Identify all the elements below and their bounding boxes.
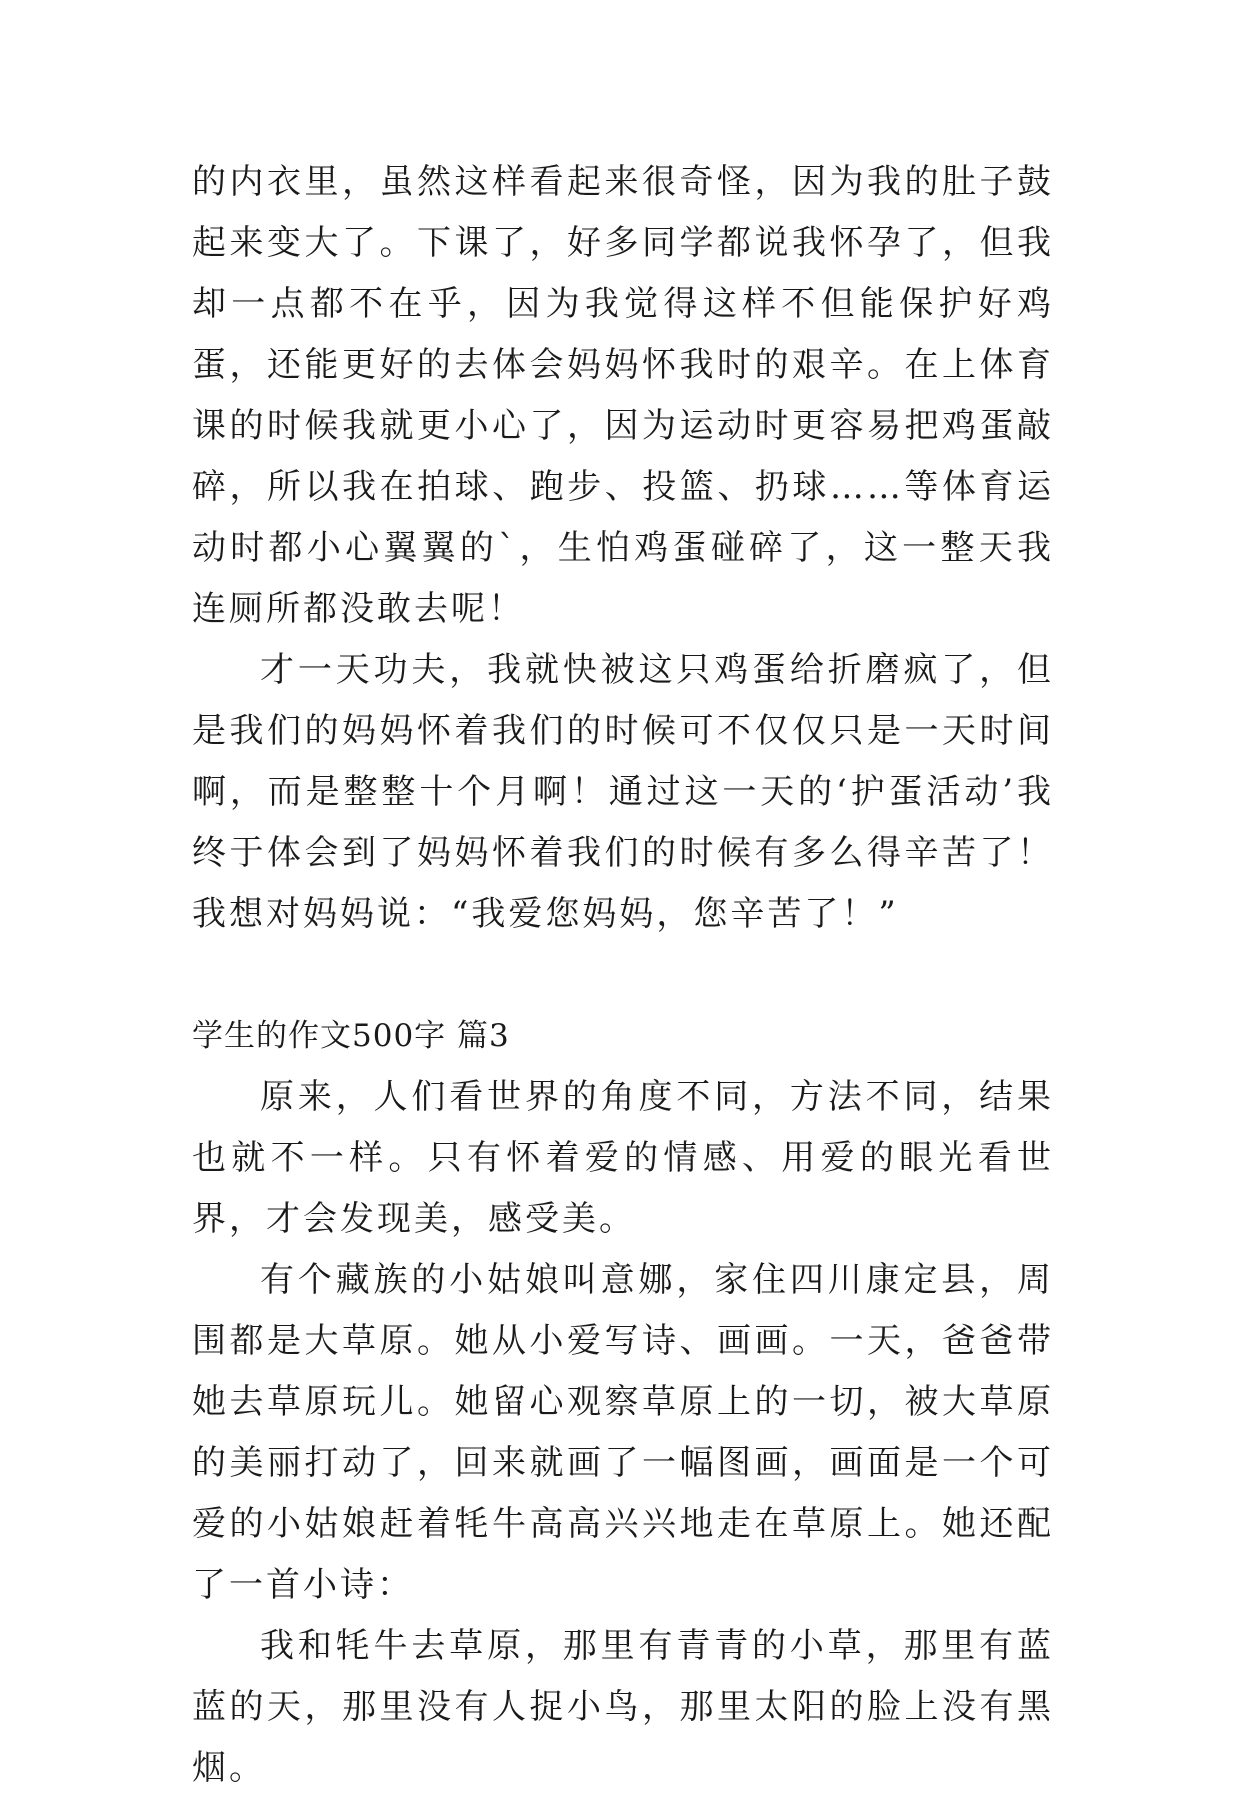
paragraph: 我和牦牛去草原，那里有青青的小草，那里有蓝蓝的天，那里没有人捉小鸟，那里太阳的脸上没有黑烟。 [192, 1626, 1054, 1788]
section-heading: 学生的作文500字 篇3 [192, 1018, 510, 1054]
document-body [192, 152, 1054, 1799]
paragraph: 原来，人们看世界的角度不同，方法不同，结果也就不一样。只有怀着爱的情感、用爱的眼光看世界，才会发现美，感受美。 [192, 1077, 1054, 1239]
paragraph: 才一天功夫，我就快被这只鸡蛋给折磨疯了，但是我们的妈妈怀着我们的时候可不仅仅只是一天时间啊，而是整整十个月啊！通过这一天的‘护蛋活动’我终于体会到了妈妈怀着我们的时候有多么得辛苦了！我想对妈妈说：“我爱您妈妈，您辛苦了！” [192, 650, 1054, 934]
paragraph: 有个藏族的小姑娘叫意娜，家住四川康定县，周围都是大草原。她从小爱写诗、画画。一天，爸爸带她去草原玩儿。她留心观察草原上的一切，被大草原的美丽打动了，回来就画了一幅图画，画面是一个可爱的小姑娘赶着牦牛高高兴兴地走在草原上。她还配了一首小诗： [192, 1260, 1054, 1605]
paragraph-continued: 的内衣里，虽然这样看起来很奇怪，因为我的肚子鼓起来变大了。下课了，好多同学都说我怀孕了，但我却一点都不在乎，因为我觉得这样不但能保护好鸡蛋，还能更好的去体会妈妈怀我时的艰辛。在上体育课的时候我就更小心了，因为运动时更容易把鸡蛋敲碎，所以我在拍球、跑步、投篮、扔球……等体育运动时都小心翼翼的`，生怕鸡蛋碰碎了，这一整天我连厕所都没敢去呢！ [192, 162, 1054, 629]
